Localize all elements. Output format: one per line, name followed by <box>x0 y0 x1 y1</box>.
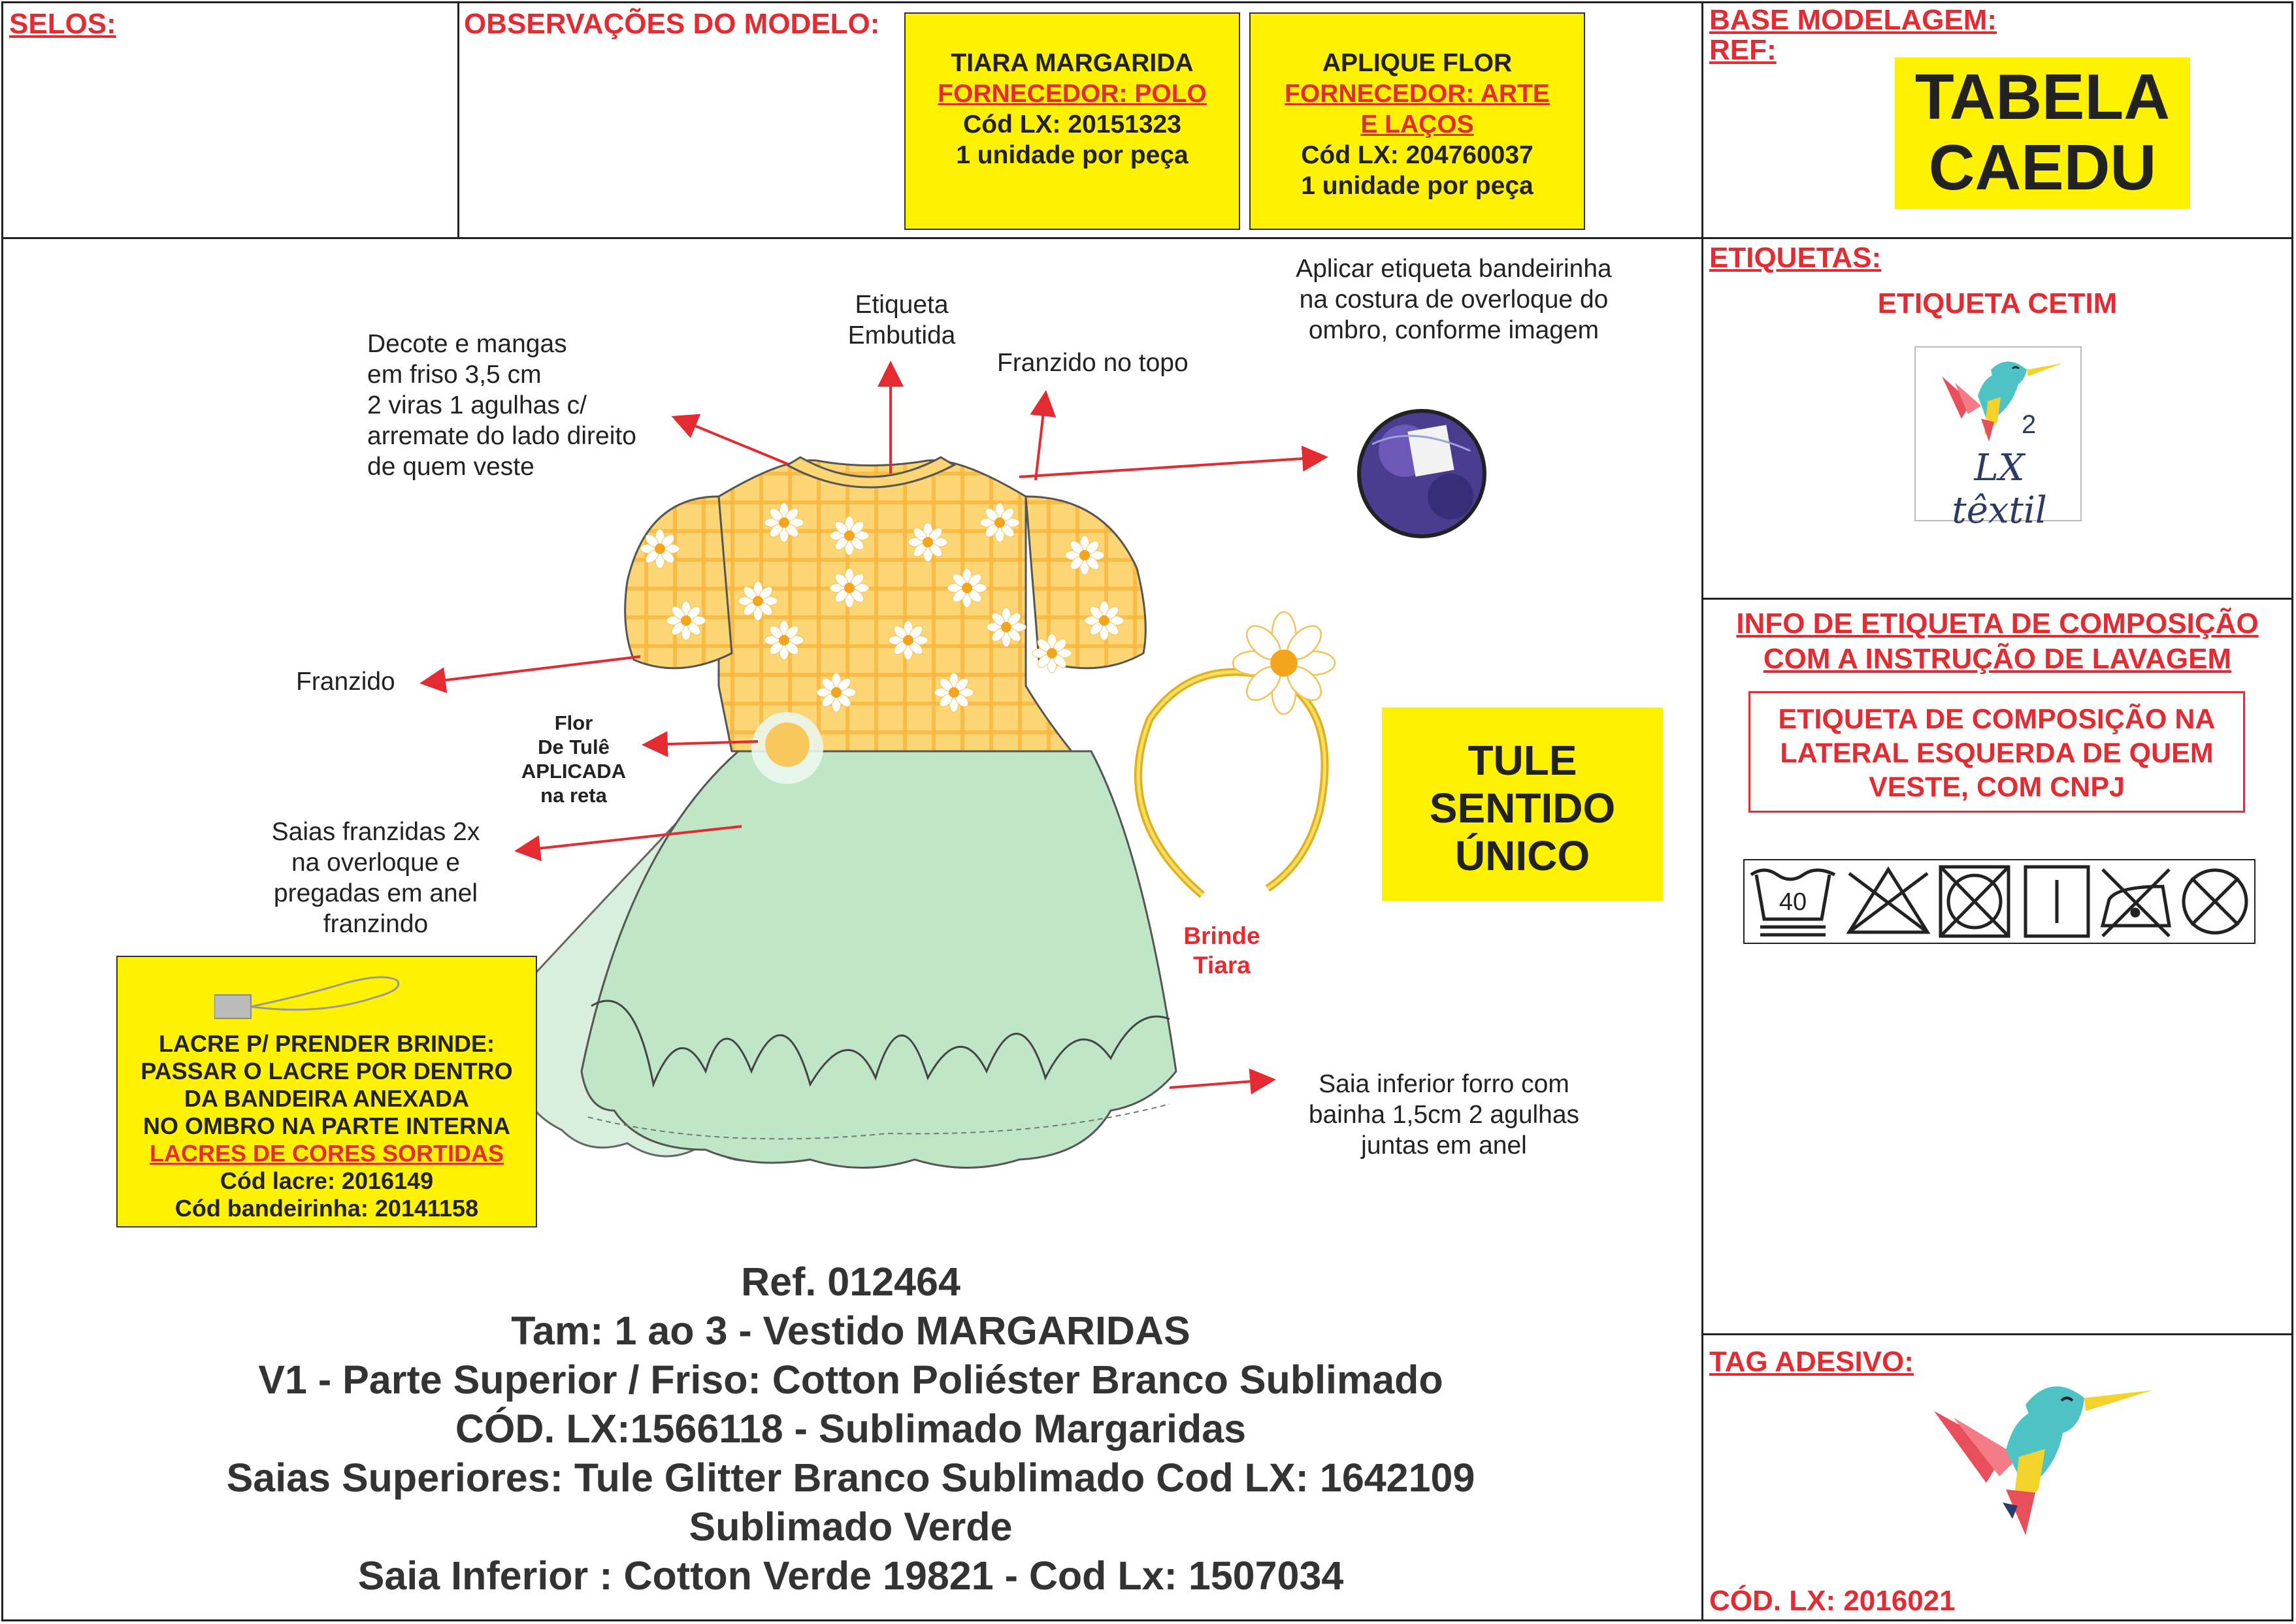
note-flor-line: De Tulê <box>538 736 610 758</box>
lx-textil-label <box>1914 346 2082 532</box>
lacre-line2: PASSAR O LACRE POR DENTRO <box>140 1058 513 1084</box>
tiara <box>1138 612 1335 895</box>
logo-text: LX têxtil <box>1952 447 2047 532</box>
etiqueta-cetim: ETIQUETA CETIM <box>1877 287 2118 319</box>
tulle-skirt <box>582 751 1176 1168</box>
observacoes-label: OBSERVAÇÕES DO MODELO: <box>464 8 880 40</box>
lacre-line5: LACRES DE CORES SORTIDAS <box>149 1140 504 1167</box>
selos-label: SELOS: <box>9 8 116 40</box>
composicao-title-1: INFO DE ETIQUETA DE COMPOSIÇÃO <box>1736 608 2259 640</box>
etiquetas-label: ETIQUETAS: <box>1709 242 1882 274</box>
note-decote-line: em friso 3,5 cm <box>367 361 542 389</box>
note-flor-line: APLICADA <box>521 760 627 783</box>
composicao-box <box>1748 691 2245 813</box>
aplique-supplier: FORNECEDOR: ARTE <box>1285 80 1550 108</box>
tiara-code: Cód LX: 20151323 <box>963 110 1181 138</box>
note-etiqueta-embutida <box>804 289 1000 351</box>
tabela-line1: TABELA <box>1914 61 2171 133</box>
tule-line2: SENTIDO <box>1429 785 1616 832</box>
tiara-supplier: FORNECEDOR: POLO <box>938 80 1207 108</box>
note-decote <box>367 329 636 482</box>
wash-temp: 40 <box>1779 888 1807 916</box>
lacre-box <box>116 956 537 1227</box>
lacre-line4: NO OMBRO NA PARTE INTERNA <box>143 1112 510 1139</box>
tule-flower <box>751 712 823 784</box>
tabela-line2: CAEDU <box>1928 131 2157 203</box>
hummingbird-tag-icon <box>1927 1372 2163 1542</box>
tabela-box <box>1895 57 2190 209</box>
lacre-line6: Cód lacre: 2016149 <box>220 1167 434 1194</box>
left-sleeve <box>625 496 732 668</box>
lacre-line3: DA BANDEIRA ANEXADA <box>184 1085 469 1112</box>
note-saias-line: na overloque e <box>291 849 461 877</box>
composicao-box-line1: ETIQUETA DE COMPOSIÇÃO NA <box>1778 704 2216 735</box>
note-franzido: Franzido <box>296 668 395 696</box>
note-flor-line: Flor <box>554 711 593 734</box>
note-flor-line: na reta <box>540 784 607 807</box>
note-saia-inferior-line: bainha 1,5cm 2 agulhas <box>1308 1101 1580 1129</box>
note-decote-line: 2 viras 1 agulhas c/ <box>367 391 587 419</box>
desc-code: CÓD. LX:1566118 - Sublimado Margaridas <box>455 1406 1247 1451</box>
divider-right-column <box>1701 1 1703 1621</box>
tiara-qty: 1 unidade por peça <box>956 141 1189 169</box>
composicao-box-line2: LATERAL ESQUERDA DE QUEM <box>1780 738 2214 769</box>
divider-etiquetas-bottom <box>1701 598 2293 600</box>
tule-line3: ÚNICO <box>1454 832 1590 879</box>
divider-composicao-bottom <box>1701 1333 2293 1335</box>
tule-box <box>1382 707 1663 901</box>
note-saias <box>238 817 513 939</box>
desc-lower-skirt: Saia Inferior : Cotton Verde 19821 - Cod Lx: 1507034 <box>357 1553 1344 1598</box>
tiara-name: TIARA MARGARIDA <box>951 49 1194 77</box>
note-aplicar-line: Aplicar etiqueta bandeirinha <box>1296 255 1612 283</box>
lacre-line7: Cód bandeirinha: 20141158 <box>174 1195 479 1222</box>
note-flor-tule <box>503 711 644 807</box>
no-dry-clean-icon <box>2184 870 2246 933</box>
note-saias-line: Saias franzidas 2x <box>271 818 480 846</box>
note-etiqueta-line: Embutida <box>847 321 956 349</box>
note-decote-line: arremate do lado direito <box>367 422 636 450</box>
note-saia-inferior <box>1281 1069 1607 1161</box>
desc-top: V1 - Parte Superior / Friso: Cotton Poliéster Branco Sublimado <box>258 1357 1443 1402</box>
arrow-decote <box>676 418 787 464</box>
arrow-saia-inferior <box>1170 1080 1271 1088</box>
desc-ref: Ref. 012464 <box>741 1259 960 1304</box>
hummingbird-icon <box>1916 350 2080 455</box>
label-photo <box>1359 411 1484 536</box>
note-decote-line: Decote e mangas <box>367 330 567 358</box>
lacre-line1: LACRE P/ PRENDER BRINDE: <box>158 1030 495 1057</box>
ref-label: REF: <box>1709 34 1777 66</box>
aplique-name: APLIQUE FLOR <box>1322 49 1513 77</box>
note-aplicar-etiqueta <box>1271 253 1637 346</box>
base-modelagem-label: BASE MODELAGEM: <box>1709 4 1997 36</box>
note-brinde <box>1163 921 1281 980</box>
note-aplicar-line: na costura de overloque do <box>1299 285 1609 314</box>
note-brinde-line: Tiara <box>1193 952 1251 979</box>
composicao-title-2: COM A INSTRUÇÃO DE LAVAGEM <box>1763 643 2232 675</box>
desc-skirts: Saias Superiores: Tule Glitter Branco Sublimado Cod LX: 1642109 <box>226 1455 1475 1500</box>
arrow-franzido <box>425 657 640 683</box>
aplique-supplier-2: E LAÇOS <box>1360 110 1474 138</box>
desc-size: Tam: 1 ao 3 - Vestido MARGARIDAS <box>511 1308 1190 1353</box>
composicao-box-line3: VESTE, COM CNPJ <box>1869 771 2125 803</box>
product-description <box>0 1258 1701 1600</box>
note-saias-line: franzindo <box>323 910 429 938</box>
tule-line1: TULE <box>1468 737 1577 784</box>
iron-low-icon <box>2103 869 2169 936</box>
logo-number: 2 <box>2022 410 2037 439</box>
wash-symbols <box>1743 859 2255 944</box>
aplique-qty: 1 unidade por peça <box>1301 172 1533 200</box>
note-saia-inferior-line: Saia inferior forro com <box>1319 1070 1569 1098</box>
note-brinde-line: Brinde <box>1183 922 1260 949</box>
arrow-aplicar-etiqueta <box>1019 457 1323 477</box>
note-saias-line: pregadas em anel <box>273 879 478 907</box>
aplique-code: Cód LX: 204760037 <box>1301 141 1533 169</box>
note-saia-inferior-line: juntas em anel <box>1361 1131 1527 1160</box>
note-franzido-topo: Franzido no topo <box>997 349 1189 377</box>
line-dry-icon <box>2025 867 2088 936</box>
tag-adesivo-code: CÓD. LX: 2016021 <box>1709 1585 1956 1617</box>
desc-skirts-2: Sublimado Verde <box>689 1504 1013 1549</box>
no-tumble-dry-icon <box>1941 867 2009 936</box>
arrow-franzido-topo <box>1036 395 1045 480</box>
no-bleach-icon <box>1849 869 1927 932</box>
tag-adesivo-label: TAG ADESIVO: <box>1709 1346 1914 1378</box>
bodice <box>719 461 1072 751</box>
note-etiqueta-line: Etiqueta <box>855 291 949 319</box>
note-aplicar-line: ombro, conforme imagem <box>1308 316 1599 344</box>
lacre-icon <box>214 975 423 1028</box>
note-decote-line: de quem veste <box>367 453 534 481</box>
